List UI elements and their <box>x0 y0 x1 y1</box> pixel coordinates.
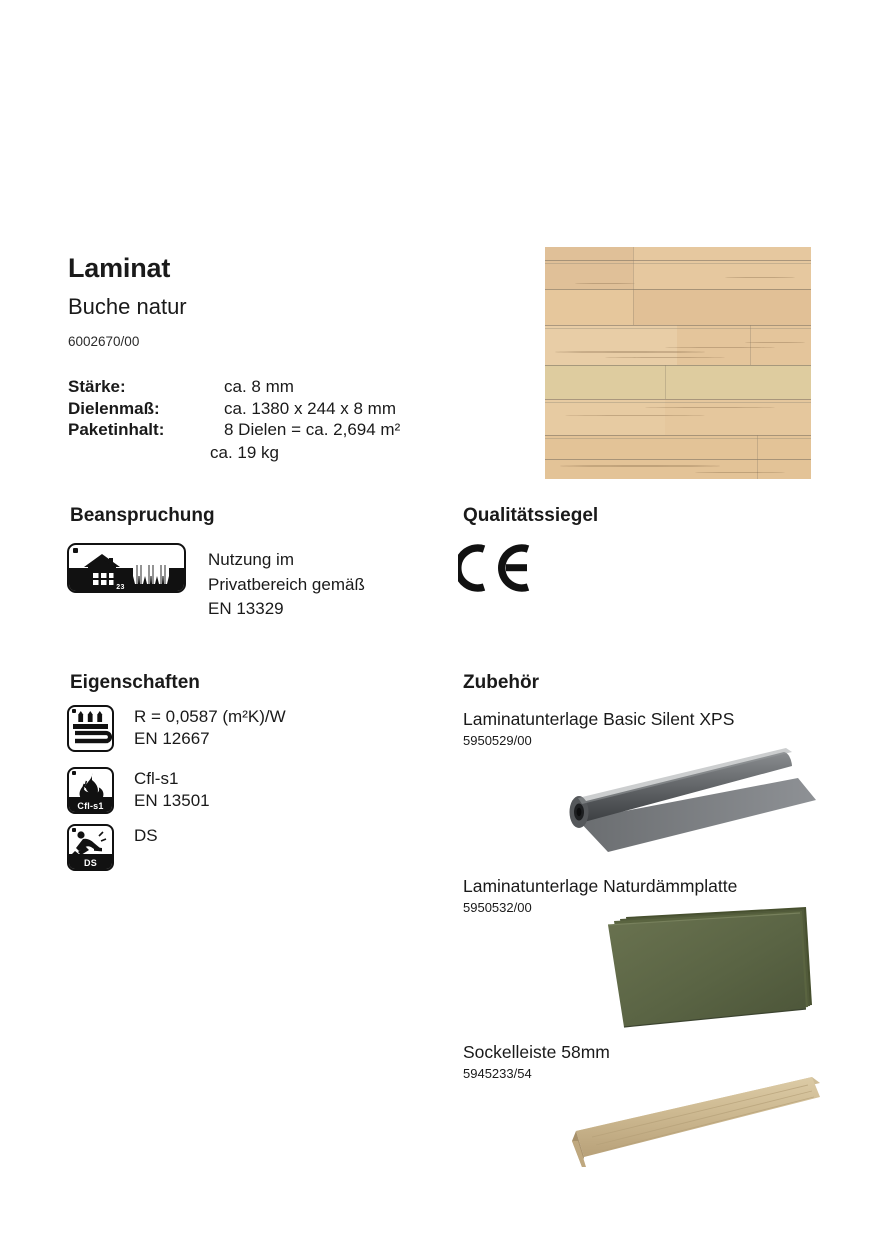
table-row <box>68 398 400 420</box>
section-heading-zubehoer: Zubehör <box>463 672 539 693</box>
spec-value: ca. 8 mm <box>224 377 294 396</box>
wood-grain <box>745 342 805 343</box>
icon-corner-dot <box>72 828 76 832</box>
beanspruchung-line-3: EN 13329 <box>208 599 284 618</box>
accessory-title: Laminatunterlage Basic Silent XPS <box>463 709 735 729</box>
product-image <box>545 247 811 479</box>
spec-weight-value: ca. 19 kg <box>210 443 279 462</box>
slip-resistance-icon <box>67 824 114 871</box>
plank-seam <box>545 260 811 261</box>
plank-seam <box>545 459 811 460</box>
icon-corner-dot <box>72 709 76 713</box>
property-line-1: R = 0,0587 (m²K)/W <box>134 707 286 726</box>
property-text <box>134 768 210 812</box>
wood-grain <box>555 351 705 353</box>
wood-grain <box>575 283 635 284</box>
plank-seam <box>545 289 811 290</box>
fire-class-flame-icon <box>67 767 114 814</box>
section-heading-beanspruchung: Beanspruchung <box>70 505 215 526</box>
plank-texture <box>545 247 811 479</box>
plank-seam <box>545 435 811 436</box>
plank-row <box>545 365 811 399</box>
section-heading-eigenschaften: Eigenschaften <box>70 672 200 693</box>
wood-grain <box>565 415 705 416</box>
plank-seam <box>545 328 811 329</box>
house-glyph <box>82 553 122 587</box>
spec-value: 8 Dielen = ca. 2,694 m² <box>224 420 401 439</box>
plank-joint <box>665 365 666 399</box>
property-text <box>134 825 158 847</box>
spec-label: Stärke: <box>68 377 126 396</box>
plank-seam <box>545 402 811 403</box>
property-text <box>134 706 286 750</box>
property-line-1: Cfl-s1 <box>134 769 179 788</box>
plank-seam <box>545 263 811 264</box>
product-article-number: 6002670/00 <box>68 334 140 349</box>
underfloor-heating-icon <box>67 705 114 752</box>
wood-grain <box>665 347 775 348</box>
heating-glyph <box>69 707 112 750</box>
accessory-image-insulation-boards <box>560 905 816 1030</box>
beanspruchung-line-2: Privatbereich gemäß <box>208 574 365 594</box>
accessory-image-skirting-board <box>562 1075 824 1187</box>
specification-table <box>68 376 400 441</box>
spec-label: Paketinhalt: <box>68 420 165 439</box>
product-subtitle: Buche natur <box>68 294 187 319</box>
plank-patch <box>545 289 633 325</box>
icon-corner-dot <box>72 771 76 775</box>
spec-label: Dielenmaß: <box>68 398 160 418</box>
page-title: Laminat <box>68 253 171 283</box>
usage-class-number: 23 <box>116 584 125 591</box>
beanspruchung-line-1: Nutzung im <box>208 550 294 569</box>
wood-grain <box>605 357 725 358</box>
plank-seam <box>545 325 811 326</box>
property-line-2: EN 13501 <box>134 791 210 810</box>
wood-grain <box>695 472 785 473</box>
wood-grain <box>645 407 775 408</box>
property-line-2: EN 12667 <box>134 729 210 748</box>
slip-class-label: DS <box>84 858 97 868</box>
accessory-code: 5945233/54 <box>463 1066 532 1081</box>
spec-value: ca. 1380 x 244 x 8 mm <box>224 398 396 418</box>
plank-patch <box>677 325 811 365</box>
accessory-title: Sockelleiste 58mm <box>463 1042 610 1062</box>
accessory-title: Laminatunterlage Naturdämmplatte <box>463 876 738 896</box>
plank-seam <box>545 365 811 366</box>
accessory-code: 5950529/00 <box>463 733 532 748</box>
wood-grain <box>725 277 795 278</box>
plank-seam <box>545 438 811 439</box>
badge-corner-dot <box>73 548 78 553</box>
table-row <box>68 376 400 398</box>
table-row <box>68 419 400 441</box>
plank-patch <box>545 399 665 435</box>
section-heading-qualitaetssiegel: Qualitätssiegel <box>463 505 599 526</box>
three-people-glyph <box>129 552 174 588</box>
usage-class-house-people-icon <box>67 543 186 593</box>
ce-mark-icon <box>458 542 538 594</box>
plank-joint <box>750 325 751 365</box>
accessory-code: 5950532/00 <box>463 900 532 915</box>
fire-class-label: Cfl-s1 <box>77 801 104 811</box>
wood-grain <box>560 465 720 467</box>
property-line-1: DS <box>134 826 158 845</box>
beanspruchung-description <box>208 548 365 622</box>
plank-joint <box>633 247 634 325</box>
accessory-image-xps-roll <box>548 748 816 856</box>
plank-seam <box>545 399 811 400</box>
